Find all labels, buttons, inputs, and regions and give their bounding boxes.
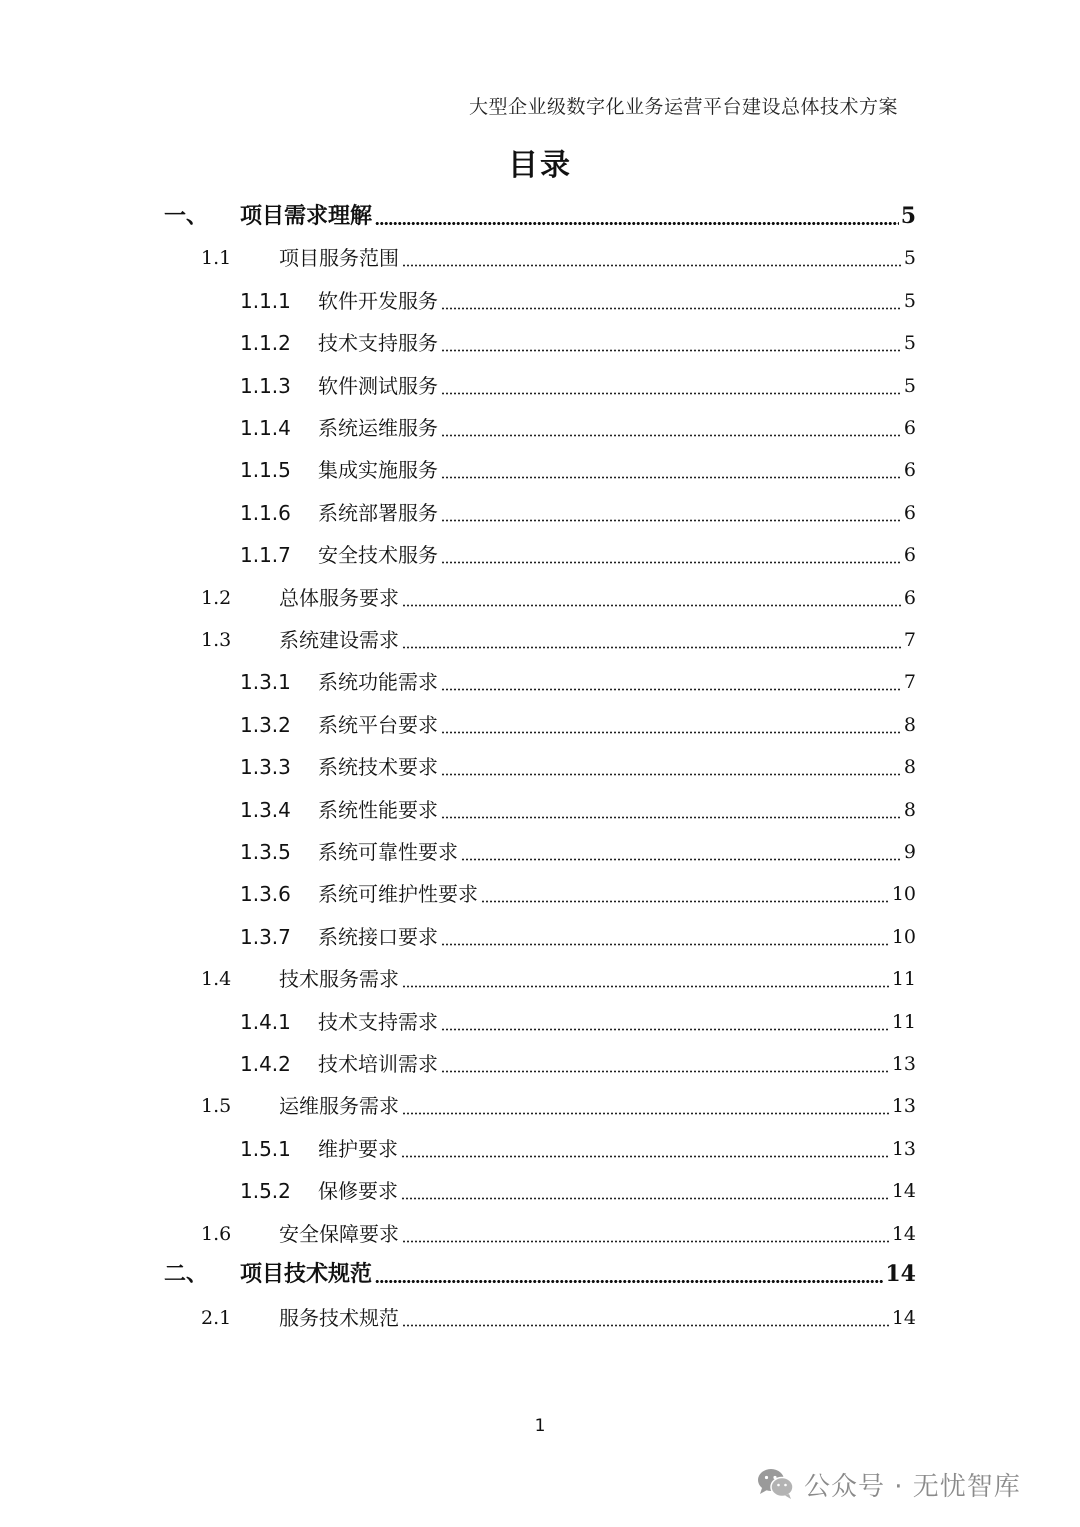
toc-entry-number: 二、 — [164, 1261, 209, 1287]
toc-entry-page: 5 — [903, 374, 916, 397]
watermark — [756, 1464, 1021, 1504]
toc-entry-label: 技术支持需求 — [318, 1009, 438, 1034]
toc-dot-leader — [441, 709, 902, 741]
toc-entry-label: 系统技术要求 — [318, 755, 438, 780]
toc-entry — [0, 497, 1080, 529]
toc-entry — [0, 963, 1080, 995]
toc-entry — [0, 539, 1080, 571]
toc-entry-page: 10 — [891, 883, 916, 906]
toc-entry-label: 软件开发服务 — [318, 288, 438, 313]
toc-entry-number: 1.4.1 — [240, 1009, 291, 1034]
toc-entry-label: 技术培训需求 — [318, 1052, 438, 1076]
toc-entry — [0, 1048, 1080, 1080]
toc-entry — [0, 582, 1080, 614]
toc-entry — [0, 1175, 1080, 1207]
toc-dot-leader — [402, 1302, 890, 1334]
toc-entry-number: 1.1.7 — [240, 543, 291, 568]
toc-entry-page: 6 — [903, 586, 916, 609]
toc-entry-number: 1.3.5 — [240, 840, 291, 864]
toc-entry-page: 11 — [891, 968, 916, 991]
toc-entry-number: 1.2 — [201, 586, 232, 609]
toc-entry-page: 13 — [891, 1137, 916, 1160]
toc-entry-number: 1.5.1 — [240, 1136, 291, 1161]
toc-entry — [0, 836, 1080, 868]
toc-title: 目录 — [508, 148, 572, 183]
toc-dot-leader — [375, 200, 899, 232]
toc-entry — [0, 242, 1080, 274]
toc-entry-number: 1.1.2 — [240, 331, 291, 356]
toc-entry-label: 服务技术规范 — [279, 1306, 399, 1331]
toc-entry-page: 13 — [891, 1053, 916, 1075]
toc-entry — [0, 1258, 1080, 1290]
toc-entry — [0, 751, 1080, 783]
toc-entry-label: 系统可靠性要求 — [318, 840, 458, 864]
toc-entry-label: 技术支持服务 — [318, 331, 438, 356]
document-header-title: 大型企业级数字化业务运营平台建设总体技术方案 — [468, 96, 898, 118]
toc-entry-number: 1.3.2 — [240, 712, 291, 737]
toc-entry-label: 软件测试服务 — [318, 373, 438, 398]
toc-dot-leader — [441, 412, 902, 444]
toc-entry-label: 系统运维服务 — [318, 416, 438, 440]
toc-dot-leader — [441, 794, 902, 826]
toc-entry-label: 系统可维护性要求 — [318, 882, 478, 907]
toc-entry — [0, 1006, 1080, 1038]
toc-entry — [0, 454, 1080, 486]
toc-entry — [0, 666, 1080, 698]
toc-entry — [0, 1090, 1080, 1122]
toc-entry-number: 1.6 — [201, 1222, 232, 1245]
page-number: 1 — [534, 1416, 546, 1436]
toc-dot-leader — [401, 1133, 890, 1165]
toc-entry — [0, 285, 1080, 317]
toc-entry-page: 6 — [903, 544, 916, 567]
wechat-icon — [756, 1467, 796, 1501]
toc-entry-page: 8 — [903, 713, 916, 736]
toc-entry-page: 6 — [903, 417, 916, 439]
toc-entry-label: 保修要求 — [318, 1179, 398, 1204]
toc-dot-leader — [441, 327, 902, 359]
toc-entry-label: 项目技术规范 — [240, 1261, 373, 1287]
toc-entry — [0, 1218, 1080, 1250]
toc-dot-leader — [402, 624, 902, 656]
toc-dot-leader — [461, 836, 902, 868]
toc-entry-page: 10 — [891, 925, 916, 948]
toc-entry-page: 9 — [903, 841, 916, 863]
toc-entry — [0, 709, 1080, 741]
toc-entry-label: 安全保障要求 — [279, 1221, 399, 1246]
watermark-text: 公众号 · 无忧智库 — [804, 1471, 1021, 1502]
toc-entry-number: 1.4.2 — [240, 1052, 291, 1076]
toc-entry-label: 项目服务范围 — [279, 246, 399, 271]
toc-entry-label: 维护要求 — [318, 1136, 398, 1161]
toc-entry-number: 1.3.1 — [240, 670, 291, 695]
toc-entry-page: 6 — [903, 459, 916, 482]
toc-entry-number: 1.4 — [201, 968, 232, 991]
toc-entry-number: 1.1.5 — [240, 458, 291, 483]
toc-entry-page: 7 — [903, 671, 916, 694]
toc-entry-number: 1.1.3 — [240, 373, 291, 398]
toc-entry-label: 总体服务要求 — [279, 585, 399, 610]
toc-entry — [0, 1133, 1080, 1165]
toc-dot-leader — [402, 1218, 890, 1250]
toc-entry-number: 1.1.4 — [240, 416, 291, 440]
toc-entry-page: 13 — [891, 1095, 916, 1118]
toc-dot-leader — [481, 878, 890, 910]
toc-entry-label: 系统平台要求 — [318, 712, 438, 737]
toc-entry-number: 1.3.7 — [240, 924, 291, 949]
toc-entry-number: 1.3.6 — [240, 882, 291, 907]
toc-entry-number: 1.3 — [201, 629, 232, 651]
toc-entry — [0, 624, 1080, 656]
toc-dot-leader — [441, 921, 890, 953]
toc-dot-leader — [441, 497, 902, 529]
toc-entry-label: 系统接口要求 — [318, 924, 438, 949]
toc-entry-page: 8 — [903, 798, 916, 821]
toc-entry — [0, 878, 1080, 910]
toc-entry-page: 14 — [891, 1222, 916, 1245]
toc-dot-leader — [402, 1090, 890, 1122]
toc-entry-label: 系统性能要求 — [318, 797, 438, 822]
toc-entry-page: 5 — [900, 203, 916, 229]
toc-dot-leader — [441, 1048, 890, 1080]
toc-entry-number: 1.1 — [201, 247, 232, 270]
toc-dot-leader — [402, 963, 890, 995]
toc-entry — [0, 412, 1080, 444]
toc-dot-leader — [402, 582, 902, 614]
toc-dot-leader — [441, 370, 902, 402]
toc-entry-number: 2.1 — [201, 1307, 232, 1330]
toc-entry-page: 11 — [891, 1010, 916, 1033]
toc-entry — [0, 327, 1080, 359]
toc-entry-label: 运维服务需求 — [279, 1094, 399, 1119]
toc-entry-label: 系统建设需求 — [279, 628, 399, 652]
toc-dot-leader — [402, 242, 902, 274]
toc-entry-number: 1.5.2 — [240, 1179, 291, 1204]
toc-entry — [0, 1302, 1080, 1334]
toc-entry-label: 系统部署服务 — [318, 500, 438, 525]
toc-entry-page: 5 — [903, 332, 916, 355]
toc-entry-number: 1.3.3 — [240, 755, 291, 780]
toc-dot-leader — [401, 1175, 890, 1207]
toc-entry-number: 1.1.1 — [240, 288, 291, 313]
toc-entry-label: 项目需求理解 — [240, 203, 373, 229]
toc-entry-page: 7 — [903, 629, 916, 651]
toc-entry — [0, 200, 1080, 232]
toc-entry — [0, 921, 1080, 953]
toc-dot-leader — [375, 1258, 883, 1290]
toc-entry-page: 6 — [903, 501, 916, 524]
toc-entry-page: 14 — [891, 1180, 916, 1203]
toc-dot-leader — [441, 666, 902, 698]
toc-dot-leader — [441, 539, 902, 571]
toc-entry-page: 5 — [903, 289, 916, 312]
toc-entry-label: 技术服务需求 — [279, 967, 399, 992]
toc-dot-leader — [441, 454, 902, 486]
toc-dot-leader — [441, 1006, 890, 1038]
toc-entry-number: 1.3.4 — [240, 797, 291, 822]
toc-entry-page: 14 — [885, 1261, 916, 1287]
toc-entry — [0, 794, 1080, 826]
toc-entry-label: 集成实施服务 — [318, 458, 438, 483]
toc-entry-number: 1.5 — [201, 1095, 232, 1118]
toc-dot-leader — [441, 751, 902, 783]
toc-entry-label: 系统功能需求 — [318, 670, 438, 695]
toc-entry-page: 5 — [903, 247, 916, 270]
toc-entry-page: 8 — [903, 756, 916, 779]
toc-dot-leader — [441, 285, 902, 317]
toc-entry-number: 一、 — [164, 203, 209, 229]
toc-entry-label: 安全技术服务 — [318, 543, 438, 568]
toc-entry-page: 14 — [891, 1307, 916, 1330]
toc-entry — [0, 370, 1080, 402]
toc-entry-number: 1.1.6 — [240, 500, 291, 525]
